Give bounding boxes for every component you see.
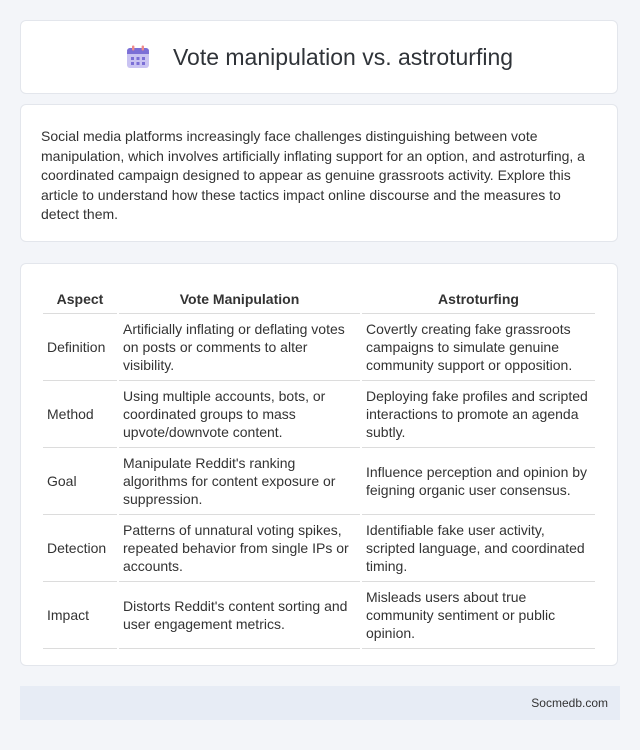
- footer-bar: [20, 686, 620, 720]
- row-aspect: Detection: [43, 515, 117, 582]
- row-astro-cell: Influence perception and opinion by feigning organic user consensus.: [362, 448, 595, 515]
- header-aspect: Aspect: [43, 284, 117, 314]
- intro-paragraph: Social media platforms increasingly face challenges distinguishing between vote manipulation, which involves artificially inflating support for an option, and astroturfing, a coordinated campaign designed to appear as genuine grassroots activity. Explore this article to understand how these tactics impact online discourse and the measures to detect them.: [41, 128, 585, 222]
- header-astroturfing: Astroturfing: [362, 284, 595, 314]
- row-aspect: Definition: [43, 314, 117, 381]
- footer-site-link[interactable]: Socmedb.com: [531, 696, 608, 710]
- title-card: [20, 20, 618, 94]
- table-row: [43, 381, 595, 448]
- row-astro-cell: Covertly creating fake grassroots campaigns to simulate genuine community support or opposition.: [362, 314, 595, 381]
- table-row: [43, 448, 595, 515]
- header-vote-manipulation: Vote Manipulation: [119, 284, 360, 314]
- row-vote-cell: Artificially inflating or deflating votes on posts or comments to alter visibility.: [119, 314, 360, 381]
- row-aspect: Goal: [43, 448, 117, 515]
- row-vote-cell: Patterns of unnatural voting spikes, repeated behavior from single IPs or accounts.: [119, 515, 360, 582]
- row-vote-cell: Using multiple accounts, bots, or coordinated groups to mass upvote/downvote content.: [119, 381, 360, 448]
- page-title: Vote manipulation vs. astroturfing: [172, 43, 514, 70]
- row-astro-cell: Deploying fake profiles and scripted interactions to promote an agenda subtly.: [362, 381, 595, 448]
- intro-card: [20, 104, 618, 242]
- row-astro-cell: Misleads users about true community sentiment or public opinion.: [362, 582, 595, 649]
- table-row: [43, 515, 595, 582]
- table-header-row: [43, 284, 595, 314]
- row-vote-cell: Manipulate Reddit's ranking algorithms for content exposure or suppression.: [119, 448, 360, 515]
- comparison-card: [20, 263, 618, 666]
- comparison-table: [41, 284, 597, 649]
- row-aspect: Method: [43, 381, 117, 448]
- row-aspect: Impact: [43, 582, 117, 649]
- calendar-icon: [125, 44, 151, 70]
- table-row: [43, 314, 595, 381]
- table-row: [43, 582, 595, 649]
- row-astro-cell: Identifiable fake user activity, scripted language, and coordinated timing.: [362, 515, 595, 582]
- row-vote-cell: Distorts Reddit's content sorting and user engagement metrics.: [119, 582, 360, 649]
